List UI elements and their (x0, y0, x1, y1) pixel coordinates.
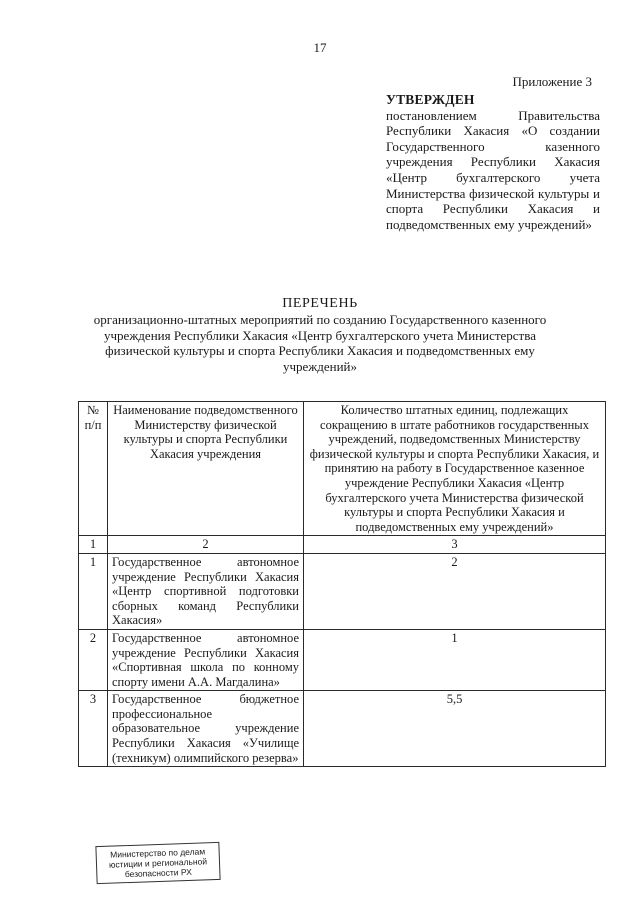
table-row (79, 691, 606, 767)
registration-stamp: Министерство по делам юстиции и региональной безопасности РХ (95, 842, 220, 884)
page-number: 17 (313, 40, 327, 55)
appendix-label: Приложение 3 (512, 74, 592, 89)
column-number: 2 (108, 536, 304, 554)
column-number: 3 (304, 536, 606, 554)
column-number: 1 (79, 536, 108, 554)
staff-count: 5,5 (304, 691, 606, 767)
header-number: № п/п (79, 402, 108, 536)
approval-block (386, 92, 600, 232)
institution-name: Государственное автономное учреждение Республики Хакасия «Центр спортивной подготовки сборных команд Республики Хакасия» (108, 553, 304, 629)
approval-text: постановлением Правительства Республики Хакасия «О создании Государственного казенного учреждения Республики Хакасия «Центр бухгалтерского учета Министерства физической культуры и спорта Республики Хакасия и подведомственных ему учреждений» (386, 107, 600, 232)
row-number: 3 (79, 691, 108, 767)
table-row (79, 629, 606, 690)
institution-name: Государственное бюджетное профессиональное образовательное учреждение Республики Хакасия «Училище (техникум) олимпийского резерва» (108, 691, 304, 767)
row-number: 2 (79, 629, 108, 690)
staff-count: 2 (304, 553, 606, 629)
column-number-row (79, 536, 606, 554)
measures-table (78, 401, 606, 767)
approval-heading: УТВЕРЖДЕН (386, 92, 475, 107)
header-institution-name: Наименование подведомственного Министерству физической культуры и спорта Республики Хакасия учреждения (108, 402, 304, 536)
staff-count: 1 (304, 629, 606, 690)
institution-name: Государственное автономное учреждение Республики Хакасия «Спортивная школа по конному спорту имени А.А. Магдалина» (108, 629, 304, 690)
table-row (79, 553, 606, 629)
header-staff-count: Количество штатных единиц, подлежащих сокращению в штате работников государственных учреждений, подведомственных Министерству физической культуры и спорта Республики Хакасия, и принятию на работу в Государственное казенное учреждение Республики Хакасия «Центр бухгалтерского учета Министерства физической культуры и спорта Республики Хакасия и подведомственных ему учреждений» (304, 402, 606, 536)
document-subtitle: организационно-штатных мероприятий по созданию Государственного казенного учреждения Республики Хакасия «Центр бухгалтерского учета Министерства физической культуры и спорта Республики Хакасия и подведомственных ему учреждений» (93, 312, 547, 374)
row-number: 1 (79, 553, 108, 629)
table-header-row (79, 402, 606, 536)
document-title: ПЕРЕЧЕНЬ (282, 296, 358, 311)
